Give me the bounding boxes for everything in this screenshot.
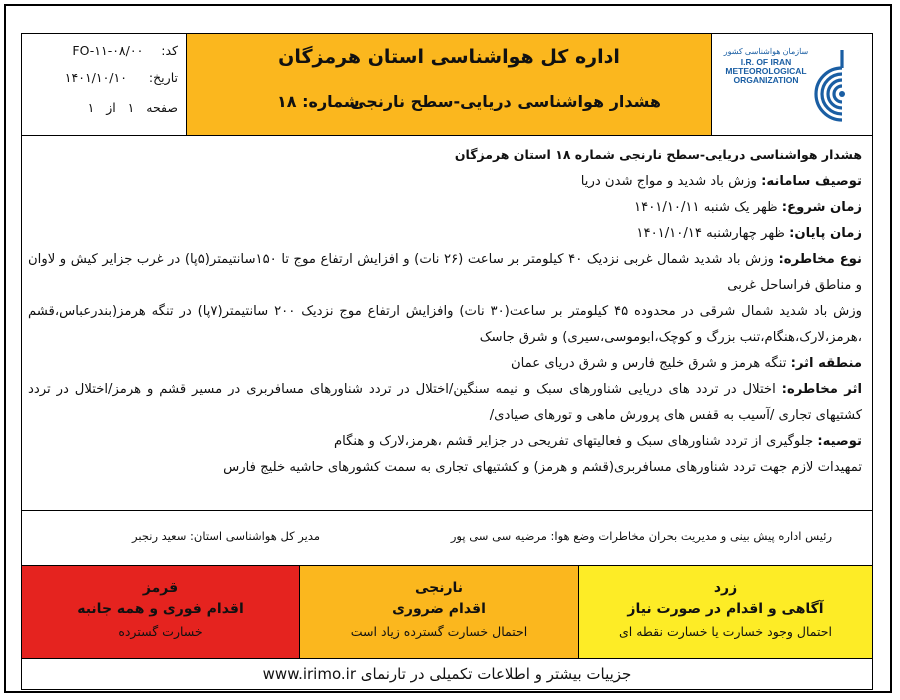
- level-red: [22, 566, 300, 658]
- start-label: زمان شروع:: [781, 200, 862, 215]
- footer-text: جزییات بیشتر و اطلاعات تکمیلی در تارنمای: [355, 665, 632, 683]
- logo-text: [720, 48, 812, 85]
- code-label: کد:: [161, 43, 178, 58]
- level-red-damage: خسارت گسترده: [118, 624, 203, 639]
- level-yellow-damage: احتمال وجود خسارت یا خسارت نقطه ای: [618, 624, 832, 639]
- end-time: [28, 221, 862, 247]
- system-label: توصیف سامانه:: [761, 174, 862, 189]
- page-number: صفحه ۱ از ۱: [87, 100, 178, 115]
- logo-text-en-1: I.R. OF IRAN: [740, 57, 792, 68]
- date-line: [65, 70, 178, 85]
- code-line: [72, 43, 178, 58]
- website-link[interactable]: www.irimo.ir: [262, 665, 356, 683]
- header-title-block: [187, 34, 712, 135]
- hazard-text: وزش باد شدید شمال غربی نزدیک ۴۰ کیلومتر بر ساعت (۲۶ نات) و افزایش ارتفاع موج تا ۱۵۰سانتیمتر(۵پا) در غرب جزایر کیش و لاوان و مناطق فراساحل غربی: [28, 252, 862, 293]
- effect-text: اختلال در تردد های دریایی شناورهای سبک و نیمه سنگین/اختلال در تردد شناورهای مسافربری در مسیر قشم و هرمز/اختلال در تردد کشتیهای تجاری /آسیب به قفس های پرورش ماهی و تورهای صیادی/: [28, 382, 862, 423]
- level-orange: [300, 566, 579, 658]
- signatures: [22, 510, 872, 566]
- system-description: [28, 169, 862, 195]
- warning-subtitle: هشدار هواشناسی دریایی-سطح نارنجی: [350, 92, 661, 111]
- warning-sheet: [21, 33, 873, 690]
- hazard-label: نوع مخاطره:: [778, 252, 862, 267]
- document-meta: [22, 34, 187, 135]
- start-text: ظهر یک شنبه ۱۴۰۱/۱۰/۱۱: [634, 200, 782, 215]
- area-text: تنگه هرمز و شرق خلیج فارس و شرق دریای عمان: [510, 356, 791, 371]
- level-red-action: اقدام فوری و همه جانبه: [77, 601, 244, 617]
- end-text: ظهر چهارشنبه ۱۴۰۱/۱۰/۱۴: [636, 226, 790, 241]
- level-yellow: [579, 566, 872, 658]
- page-title: اداره کل هواشناسی استان هرمزگان: [278, 46, 620, 68]
- hazard-text-2: وزش باد شدید شمال شرقی در محدوده ۴۵ کیلومتر بر ساعت(۳۰ نات) وافزایش ارتفاع موج نزدیک ۲۰۰ سانتیمتر(۷پا) در تنگه هرمز(بندرعباس،قشم ،هرمز،لارک،هنگام،تنب بزرگ و کوچک،ابوموسی،سیری) و شرق جاسک: [28, 304, 863, 345]
- logo-emblem-icon: [814, 44, 870, 124]
- end-label: زمان پایان:: [789, 226, 862, 241]
- system-text: وزش باد شدید و مواج شدن دریا: [580, 174, 762, 189]
- header: [22, 34, 872, 136]
- logo-text-en-2: METEOROLOGICAL: [725, 66, 807, 77]
- advice: [28, 429, 862, 455]
- director-signature: مدیر کل هواشناسی استان: سعید رنجبر: [132, 529, 321, 543]
- body-heading: هشدار هواشناسی دریایی-سطح نارنجی شماره ۱۸ استان هرمزگان: [454, 147, 862, 162]
- level-orange-action: اقدام ضروری: [392, 601, 486, 617]
- hazard-type: [28, 247, 862, 299]
- level-yellow-action: آگاهی و اقدام در صورت نیاز: [627, 601, 824, 617]
- advice-label: توصیه:: [817, 434, 862, 449]
- area-label: منطقه اثر:: [790, 356, 862, 371]
- hazard-effect: [28, 377, 862, 429]
- start-time: [28, 195, 862, 221]
- level-orange-damage: احتمال خسارت گسترده زیاد است: [350, 624, 528, 639]
- logo-text-en-3: ORGANIZATION: [733, 75, 799, 86]
- crisis-head-signature: رئیس اداره پیش بینی و مدیریت بحران مخاطرات وضع هوا: مرضیه سی سی پور: [450, 529, 832, 543]
- warning-levels-legend: [22, 566, 872, 659]
- level-yellow-name: زرد: [713, 580, 738, 596]
- irimo-logo: [720, 40, 870, 130]
- advice-text: جلوگیری از تردد شناورهای سبک و فعالیتهای تفریحی در جزایر قشم ،هرمز،لارک و هنگام: [333, 434, 818, 449]
- level-orange-name: نارنجی: [414, 580, 464, 596]
- warning-body: [22, 136, 872, 504]
- warning-number: شماره: ۱۸: [277, 92, 360, 111]
- date-value: ۱۴۰۱/۱۰/۱۰: [64, 70, 127, 85]
- logo-text-fa: سازمان هواشناسی کشور: [723, 47, 809, 56]
- effect-label: اثر مخاطره:: [781, 382, 862, 397]
- level-red-name: قرمز: [142, 580, 179, 596]
- date-label: تاریخ:: [148, 70, 178, 85]
- affected-area: [28, 351, 862, 377]
- footer: [22, 659, 872, 689]
- code-value: FO-۱۱-۰۸/۰۰: [72, 43, 144, 58]
- advice-text-2: تمهیدات لازم جهت تردد شناورهای مسافربری(قشم و هرمز) و کشتیهای تجاری به سمت کشورهای حاشیه خلیج فارس: [223, 460, 862, 475]
- logo-block: [712, 34, 872, 135]
